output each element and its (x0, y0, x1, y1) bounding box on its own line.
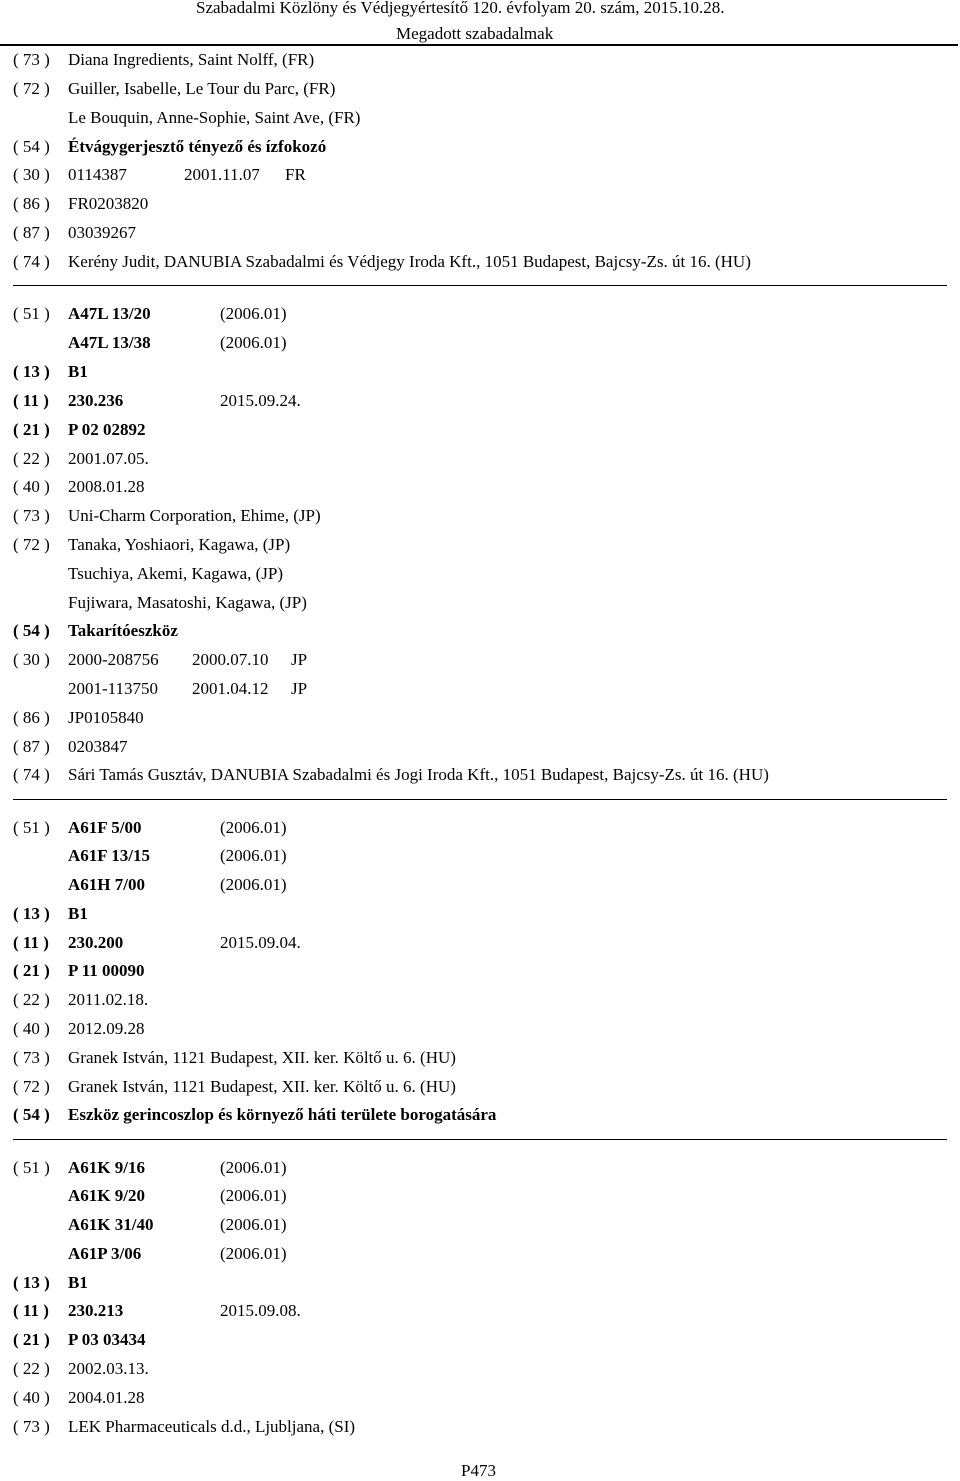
priority-date: 2001.11.07 (184, 165, 260, 184)
field-code: ( 13 ) (13, 362, 50, 381)
grant-date: 2015.09.24. (220, 391, 301, 410)
field-code: ( 51 ) (13, 818, 50, 837)
ipc-class: A61H 7/00 (68, 875, 145, 894)
field-code: ( 74 ) (13, 765, 50, 784)
field-code: ( 11 ) (13, 391, 49, 410)
field-value: LEK Pharmaceuticals d.d., Ljubljana, (SI) (68, 1417, 356, 1436)
field-value: P 11 00090 (68, 961, 145, 980)
ipc-class: A61F 13/15 (68, 846, 151, 865)
entry-divider (13, 1139, 947, 1140)
field-code: ( 51 ) (13, 304, 50, 323)
ipc-version: (2006.01) (220, 1186, 287, 1205)
section-title: Megadott szabadalmak (396, 24, 554, 43)
field-code: ( 73 ) (13, 1417, 50, 1436)
field-code: ( 73 ) (13, 506, 50, 525)
field-value: P 02 02892 (68, 420, 146, 439)
field-code: ( 54 ) (13, 621, 50, 640)
field-code: ( 22 ) (13, 990, 50, 1009)
field-value: 03039267 (68, 223, 136, 242)
field-code: ( 74 ) (13, 252, 50, 271)
field-value: Takarítóeszköz (68, 621, 178, 640)
field-value: Tanaka, Yoshiaori, Kagawa, (JP) (68, 535, 291, 554)
priority-country: JP (291, 650, 308, 669)
field-value: 2004.01.28 (68, 1388, 145, 1407)
ipc-class: A61K 9/20 (68, 1186, 145, 1205)
field-value: B1 (68, 362, 88, 381)
priority-number: 0114387 (68, 165, 127, 184)
field-code: ( 13 ) (13, 1273, 50, 1292)
ipc-version: (2006.01) (220, 1244, 287, 1263)
ipc-class: A61K 9/16 (68, 1158, 145, 1177)
ipc-class: A61P 3/06 (68, 1244, 142, 1263)
header-divider (0, 44, 958, 46)
ipc-version: (2006.01) (220, 1215, 287, 1234)
page-number: P473 (461, 1461, 496, 1480)
field-value: Kerény Judit, DANUBIA Szabadalmi és Védjegy Iroda Kft., 1051 Budapest, Bajcsy-Zs. út 16. (HU) (68, 252, 751, 271)
field-value: Granek István, 1121 Budapest, XII. ker. Költő u. 6. (HU) (68, 1048, 456, 1067)
ipc-class: A47L 13/38 (68, 333, 151, 352)
ipc-class: A61K 31/40 (68, 1215, 154, 1234)
priority-date: 2001.04.12 (192, 679, 269, 698)
patent-number: 230.236 (68, 391, 124, 410)
field-code: ( 72 ) (13, 535, 50, 554)
field-code: ( 72 ) (13, 1077, 50, 1096)
field-value: Le Bouquin, Anne-Sophie, Saint Ave, (FR) (68, 108, 361, 127)
ipc-class: A61F 5/00 (68, 818, 142, 837)
field-value: 2002.03.13. (68, 1359, 149, 1378)
field-value: Étvágygerjesztő tényező és ízfokozó (68, 137, 327, 156)
field-code: ( 21 ) (13, 961, 50, 980)
ipc-version: (2006.01) (220, 875, 287, 894)
field-code: ( 51 ) (13, 1158, 50, 1177)
field-code: ( 40 ) (13, 477, 50, 496)
field-value: 2011.02.18. (68, 990, 149, 1009)
field-value: JP0105840 (68, 708, 144, 727)
grant-date: 2015.09.08. (220, 1301, 301, 1320)
field-code: ( 30 ) (13, 650, 50, 669)
field-value: B1 (68, 904, 88, 923)
priority-country: FR (285, 165, 306, 184)
field-value: P 03 03434 (68, 1330, 146, 1349)
field-code: ( 73 ) (13, 50, 50, 69)
field-code: ( 87 ) (13, 737, 50, 756)
field-code: ( 21 ) (13, 1330, 50, 1349)
ipc-version: (2006.01) (220, 1158, 287, 1177)
field-value: 0203847 (68, 737, 128, 756)
field-code: ( 54 ) (13, 137, 50, 156)
priority-number: 2000-208756 (68, 650, 159, 669)
entry-divider (13, 285, 947, 286)
field-value: 2001.07.05. (68, 449, 149, 468)
field-code: ( 13 ) (13, 904, 50, 923)
field-value: FR0203820 (68, 194, 149, 213)
ipc-version: (2006.01) (220, 846, 287, 865)
priority-number: 2001-113750 (68, 679, 159, 698)
field-value: Eszköz gerincoszlop és környező háti területe borogatására (68, 1105, 497, 1124)
field-code: ( 72 ) (13, 79, 50, 98)
field-value: B1 (68, 1273, 88, 1292)
patent-number: 230.200 (68, 933, 124, 952)
grant-date: 2015.09.04. (220, 933, 301, 952)
field-value: 2008.01.28 (68, 477, 145, 496)
ipc-version: (2006.01) (220, 304, 287, 323)
entry-divider (13, 799, 947, 800)
ipc-version: (2006.01) (220, 818, 287, 837)
ipc-class: A47L 13/20 (68, 304, 151, 323)
field-code: ( 73 ) (13, 1048, 50, 1067)
field-value: Granek István, 1121 Budapest, XII. ker. Költő u. 6. (HU) (68, 1077, 456, 1096)
field-value: Uni-Charm Corporation, Ehime, (JP) (68, 506, 321, 525)
field-code: ( 11 ) (13, 933, 49, 952)
field-code: ( 86 ) (13, 194, 50, 213)
priority-date: 2000.07.10 (192, 650, 269, 669)
field-code: ( 54 ) (13, 1105, 50, 1124)
field-value: 2012.09.28 (68, 1019, 145, 1038)
field-code: ( 40 ) (13, 1019, 50, 1038)
journal-title: Szabadalmi Közlöny és Védjegyértesítő 120. évfolyam 20. szám, 2015.10.28. (196, 0, 725, 17)
field-code: ( 11 ) (13, 1301, 49, 1320)
field-code: ( 22 ) (13, 1359, 50, 1378)
field-value: Sári Tamás Gusztáv, DANUBIA Szabadalmi és Jogi Iroda Kft., 1051 Budapest, Bajcsy-Zs. út 16. (HU) (68, 765, 769, 784)
field-code: ( 86 ) (13, 708, 50, 727)
field-code: ( 40 ) (13, 1388, 50, 1407)
field-value: Fujiwara, Masatoshi, Kagawa, (JP) (68, 593, 307, 612)
ipc-version: (2006.01) (220, 333, 287, 352)
field-code: ( 87 ) (13, 223, 50, 242)
field-code: ( 21 ) (13, 420, 50, 439)
patent-number: 230.213 (68, 1301, 124, 1320)
field-code: ( 22 ) (13, 449, 50, 468)
field-code: ( 30 ) (13, 165, 50, 184)
field-value: Diana Ingredients, Saint Nolff, (FR) (68, 50, 315, 69)
priority-country: JP (291, 679, 308, 698)
field-value: Tsuchiya, Akemi, Kagawa, (JP) (68, 564, 284, 583)
field-value: Guiller, Isabelle, Le Tour du Parc, (FR) (68, 79, 336, 98)
